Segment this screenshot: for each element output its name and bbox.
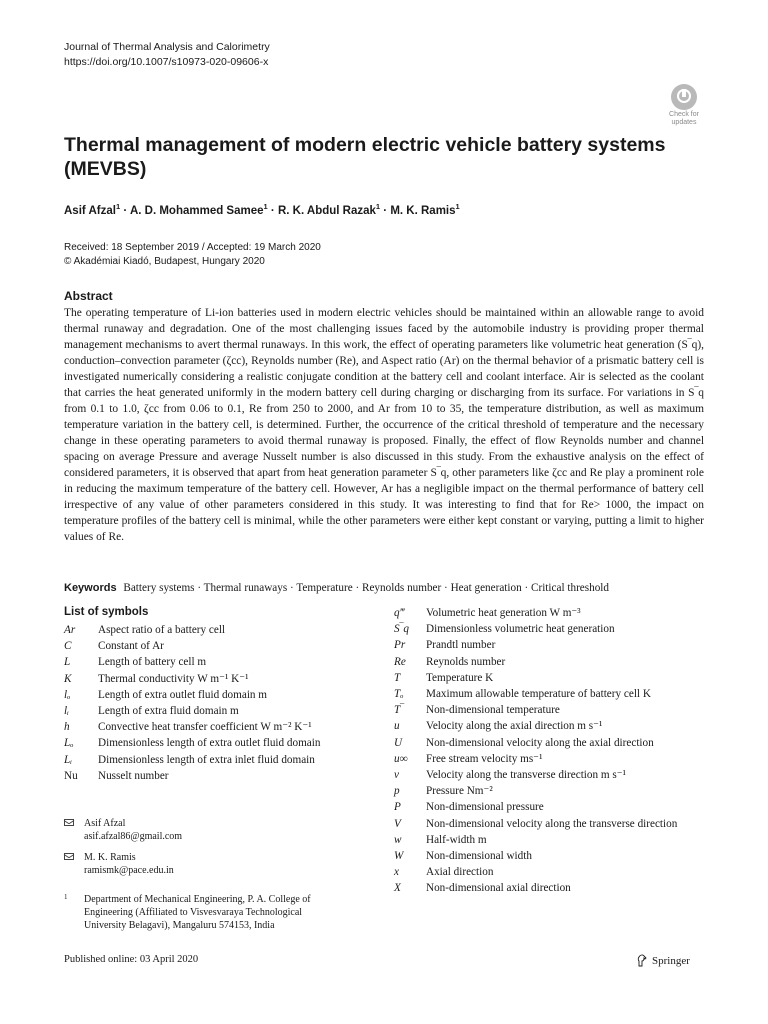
symbol-row: [64, 768, 398, 784]
publication-dates: [64, 241, 321, 269]
symbol: x: [394, 866, 399, 879]
symbol: K: [64, 672, 72, 685]
publisher-logo[interactable]: [636, 954, 690, 967]
springer-horse-icon: [636, 954, 647, 967]
contact-author: [64, 817, 182, 843]
publisher-name: Springer: [652, 954, 690, 967]
symbol-desc: Free stream velocity ms⁻¹: [426, 752, 543, 765]
symbol-desc: Temperature K: [426, 671, 494, 684]
symbol: u∞: [394, 752, 408, 765]
journal-name: Journal of Thermal Analysis and Calorimetry: [64, 41, 270, 53]
keywords-text: Battery systems · Thermal runaways · Temperature · Reynolds number · Heat generation · Critical threshold: [123, 582, 609, 594]
symbol-row: [64, 654, 398, 670]
symbol: lᵢ: [64, 705, 69, 718]
symbol-desc: Half-width m: [426, 833, 487, 846]
symbol-desc: Aspect ratio of a battery cell: [98, 624, 226, 636]
published-online: Published online: 03 April 2020: [64, 954, 199, 965]
author-list: [64, 202, 460, 217]
received-accepted: Received: 18 September 2019 / Accepted: 19 March 2020: [64, 242, 321, 253]
symbol: Pr: [394, 639, 406, 652]
symbol-desc: Non-dimensional velocity along the axial direction: [426, 736, 654, 749]
symbol: P: [394, 801, 401, 814]
symbol: S‾q: [394, 623, 409, 636]
author-affil-sup: 1: [375, 202, 381, 211]
author-separator: ·: [380, 204, 391, 217]
symbol-desc: Non-dimensional temperature: [426, 704, 560, 717]
symbol-row: [64, 752, 398, 768]
symbol: Lₒ: [64, 737, 74, 750]
symbol-desc: Non-dimensional pressure: [426, 801, 544, 814]
symbol-desc: Thermal conductivity W m⁻¹ K⁻¹: [98, 672, 249, 685]
symbol: T: [394, 671, 401, 684]
symbol-row: [394, 686, 704, 702]
affiliation-number: 1: [64, 893, 68, 901]
symbol: h: [64, 721, 70, 734]
symbol-row: [394, 605, 704, 621]
author-affil-sup: 1: [455, 202, 460, 211]
paper-title: Thermal management of modern electric vehicle battery systems (MEVBS): [64, 134, 666, 180]
symbol-desc: Constant of Ar: [98, 640, 164, 653]
symbol-desc: Volumetric heat generation W m⁻³: [426, 607, 581, 619]
symbol-desc: Dimensionless length of extra outlet fluid domain: [98, 737, 321, 750]
symbol-desc: Convective heat transfer coefficient W m⁻² K⁻¹: [98, 721, 312, 734]
abstract-heading: Abstract: [64, 289, 113, 303]
symbol: lₒ: [64, 688, 71, 701]
symbol-desc: Prandtl number: [426, 639, 496, 652]
symbol: Lᵢ: [64, 753, 72, 766]
contact-email[interactable]: asif.afzal86@gmail.com: [84, 831, 183, 842]
symbols-right-column: [394, 605, 704, 897]
author-affil-sup: 1: [115, 202, 121, 211]
copyright: © Akadémiai Kiadó, Budapest, Hungary 2020: [64, 256, 265, 267]
symbol-row: [394, 702, 704, 718]
contact-name: Asif Afzal: [84, 818, 126, 829]
symbols-heading: List of symbols: [64, 606, 149, 618]
symbol-desc: Velocity along the axial direction m s⁻¹: [426, 720, 603, 733]
symbol-desc: Dimensionless length of extra inlet fluid domain: [98, 753, 315, 766]
journal-header: [64, 40, 270, 70]
symbol-row: [394, 621, 704, 637]
symbol-desc: Nusselt number: [98, 769, 169, 782]
symbol-desc: Length of extra fluid domain m: [98, 705, 239, 718]
symbol-desc: Pressure Nm⁻²: [426, 785, 493, 798]
symbol-row: [394, 799, 704, 815]
symbol-desc: Non-dimensional axial direction: [426, 882, 571, 895]
check-for-updates-badge[interactable]: [664, 84, 704, 124]
symbol-row: [64, 687, 398, 703]
symbol-desc: Non-dimensional velocity along the transverse direction: [426, 817, 678, 830]
author-affil-sup: 1: [263, 202, 268, 211]
affiliation-text: Department of Mechanical Engineering, P. A. College of Engineering (Affiliated to Visvesvaraya Technological University Belagavi), Mangaluru 574153, India: [84, 894, 311, 931]
author-name[interactable]: A. D. Mohammed Samee: [129, 204, 264, 217]
symbol-row: [64, 735, 398, 751]
symbol: W: [394, 850, 404, 863]
symbol-row: [394, 718, 704, 734]
symbol-row: [394, 848, 704, 864]
affiliation: [64, 893, 334, 932]
symbol: Tₒ: [394, 688, 404, 701]
symbol: v: [394, 769, 399, 782]
symbol-row: [394, 654, 704, 670]
envelope-icon: [64, 853, 74, 860]
symbol-row: [64, 622, 398, 638]
keywords-label: Keywords: [64, 582, 117, 594]
author-name[interactable]: M. K. Ramis: [390, 204, 456, 217]
symbol-desc: Maximum allowable temperature of battery cell K: [426, 688, 651, 701]
abstract-text: The operating temperature of Li-ion batteries used in modern electric vehicles should be maintained within an allowable range to avoid thermal runaway and degradation. One of the most challenging issues faced by the automobile industry is providing proper thermal management mechanisms to avert thermal runaways. In this work, the effect of operating parameters like volumetric heat generation (S‾q), conduction–convection parameter (ζcc), Reynolds number (Re), and Aspect ratio (Ar) on the thermal behavior of a prismatic battery cell is investigated numerically considering a realistic conjugate condition at the battery cell and coolant interface. Air is selected as the coolant that carries the heat generated uniformly in the modern battery cell during charging or discharging from its surface. For variations in S‾q from 0.1 to 1.0, ζcc from 0.06 to 0.1, Re from 250 to 2000, and Ar from 10 to 35, the temperature distribution, as well as maximum temperature variation in the battery cell, is determined. Further, the occurrence of the critical threshold of temperature and the necessary change in these operating parameters to avoid thermal runaway is proposed. Finally, the effect of flow Reynolds number and channel spacing on average Pressure and average Nusselt number is also discussed in this study. From the exhaustive analysis on the effect of considered parameters, it is observed that apart from heat generation parameter S‾q, other parameters like ζcc and Re play a prominent role in reducing the maximum temperature of the battery cell. However, Ar has a negligible impact on the thermal performance of battery cell irrespective of any value of other parameters considered in this study. It was interesting to find that for Re> 1000, the impact on temperature profiles of the battery cell is minimal, while the other parameters were either kept constant or varying, putting a limit to higher values of Re.: [64, 307, 704, 543]
contact-email[interactable]: ramismk@pace.edu.in: [84, 865, 174, 876]
symbol-row: [394, 751, 704, 767]
symbol-row: [394, 832, 704, 848]
symbol-row: [394, 864, 704, 880]
author-separator: ·: [120, 204, 130, 217]
author-name[interactable]: R. K. Abdul Razak: [277, 204, 376, 217]
symbol: X: [394, 882, 401, 895]
symbol-row: [394, 637, 704, 653]
symbol: w: [394, 833, 402, 846]
author-separator: ·: [267, 204, 278, 217]
symbol-row: [64, 703, 398, 719]
symbol: L: [64, 656, 71, 669]
symbol: p: [394, 785, 400, 798]
symbol: Re: [394, 655, 406, 668]
symbol: C: [64, 640, 72, 653]
symbol: T‾: [394, 704, 404, 717]
author-name[interactable]: Asif Afzal: [64, 204, 116, 217]
keywords: [64, 582, 714, 594]
symbol: U: [394, 736, 403, 749]
symbol-desc: Non-dimensional width: [426, 850, 532, 863]
check-updates-line2: updates: [671, 118, 697, 126]
symbol-row: [64, 671, 398, 687]
contact-author: [64, 851, 174, 877]
symbol: V: [394, 817, 401, 830]
symbols-left-column: [64, 622, 398, 784]
symbol-row: [64, 638, 398, 654]
symbol-row: [64, 719, 398, 735]
symbol-desc: Axial direction: [426, 866, 494, 879]
symbol-desc: Velocity along the transverse direction m s⁻¹: [426, 769, 627, 782]
check-updates-line1: Check for: [669, 111, 699, 118]
symbol-desc: Length of battery cell m: [98, 656, 207, 669]
symbol-row: [394, 816, 704, 832]
check-updates-icon: [671, 84, 697, 110]
symbol: Ar: [64, 624, 76, 636]
symbol: q‴: [394, 607, 405, 619]
symbol-desc: Dimensionless volumetric heat generation: [426, 623, 615, 636]
symbol-row: [394, 735, 704, 751]
symbol: u: [394, 720, 400, 733]
symbol-row: [394, 670, 704, 686]
symbol-desc: Reynolds number: [426, 655, 506, 668]
symbol-row: [394, 783, 704, 799]
symbol-row: [394, 767, 704, 783]
contact-name: M. K. Ramis: [84, 852, 136, 863]
symbol-row: [394, 880, 704, 896]
symbol: Nu: [64, 769, 78, 782]
doi-link[interactable]: https://doi.org/10.1007/s10973-020-09606-x: [64, 56, 269, 68]
envelope-icon: [64, 819, 74, 826]
symbol-desc: Length of extra outlet fluid domain m: [98, 688, 268, 701]
